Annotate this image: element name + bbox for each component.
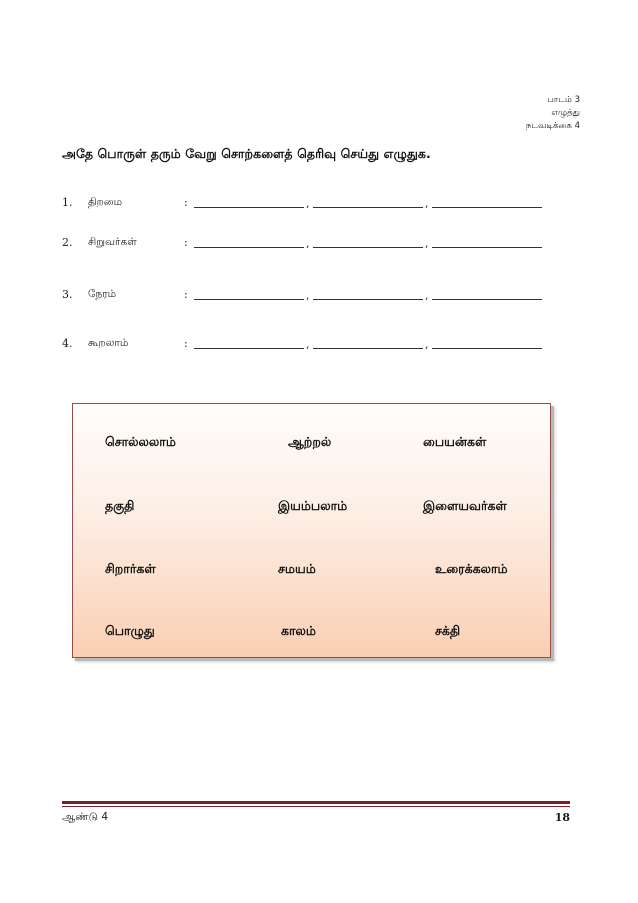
word-choice: சிறார்கள் bbox=[105, 561, 156, 576]
word-choice: சமயம் bbox=[278, 561, 316, 576]
question-row bbox=[62, 337, 552, 355]
comma: , bbox=[306, 197, 310, 210]
answer-blank[interactable] bbox=[432, 348, 542, 349]
answer-blank[interactable] bbox=[313, 299, 423, 300]
comma: , bbox=[425, 289, 429, 302]
question-number: 2. bbox=[62, 236, 73, 249]
word-choice-box bbox=[72, 403, 551, 658]
question-number: 1. bbox=[62, 196, 73, 209]
comma: , bbox=[306, 338, 310, 351]
lesson-number: பாடம் 3 bbox=[547, 95, 580, 105]
question-word: கூறலாம் bbox=[88, 337, 129, 349]
question-row bbox=[62, 196, 552, 214]
answer-blank[interactable] bbox=[432, 207, 542, 208]
comma: , bbox=[425, 237, 429, 250]
answer-blank[interactable] bbox=[194, 247, 304, 248]
answer-blank[interactable] bbox=[313, 247, 423, 248]
word-choice: காலம் bbox=[281, 623, 316, 638]
footer-rule-thin bbox=[62, 806, 570, 807]
footer-rule-thick bbox=[62, 801, 570, 804]
word-choice: பையன்கள் bbox=[423, 434, 487, 449]
answer-blank[interactable] bbox=[313, 348, 423, 349]
question-row bbox=[62, 288, 552, 306]
lesson-meta bbox=[526, 94, 580, 133]
word-choice: இளையவர்கள் bbox=[423, 498, 507, 513]
answer-blank[interactable] bbox=[313, 207, 423, 208]
colon: : bbox=[184, 196, 188, 209]
colon: : bbox=[184, 236, 188, 249]
word-choice: சக்தி bbox=[435, 623, 461, 638]
word-choice: தகுதி bbox=[105, 498, 135, 513]
question-number: 4. bbox=[62, 337, 73, 350]
comma: , bbox=[306, 289, 310, 302]
colon: : bbox=[184, 337, 188, 350]
comma: , bbox=[306, 237, 310, 250]
answer-blank[interactable] bbox=[194, 207, 304, 208]
comma: , bbox=[425, 197, 429, 210]
answer-blank[interactable] bbox=[194, 348, 304, 349]
colon: : bbox=[184, 288, 188, 301]
question-word: சிறுவர்கள் bbox=[88, 236, 137, 248]
word-choice: சொல்லலாம் bbox=[105, 434, 176, 449]
page-number: 18 bbox=[554, 811, 570, 824]
instruction-heading: அதே பொருள் தரும் வேறு சொற்களைத் தெரிவு செய்து எழுதுக. bbox=[62, 146, 431, 161]
question-word: நேரம் bbox=[88, 288, 117, 300]
comma: , bbox=[425, 338, 429, 351]
word-choice: பொழுது bbox=[105, 623, 155, 638]
question-number: 3. bbox=[62, 288, 73, 301]
answer-blank[interactable] bbox=[432, 247, 542, 248]
grade-label: ஆண்டு 4 bbox=[62, 811, 109, 823]
skill-label: எழுத்து bbox=[551, 108, 580, 118]
answer-blank[interactable] bbox=[194, 299, 304, 300]
question-row bbox=[62, 236, 552, 254]
word-choice: உரைக்கலாம் bbox=[435, 561, 508, 576]
question-word: திறமை bbox=[88, 196, 123, 208]
answer-blank[interactable] bbox=[432, 299, 542, 300]
word-choice: ஆற்றல் bbox=[288, 434, 332, 449]
activity-number: நடவடிக்கை 4 bbox=[525, 121, 580, 131]
word-choice: இயம்பலாம் bbox=[278, 498, 348, 513]
